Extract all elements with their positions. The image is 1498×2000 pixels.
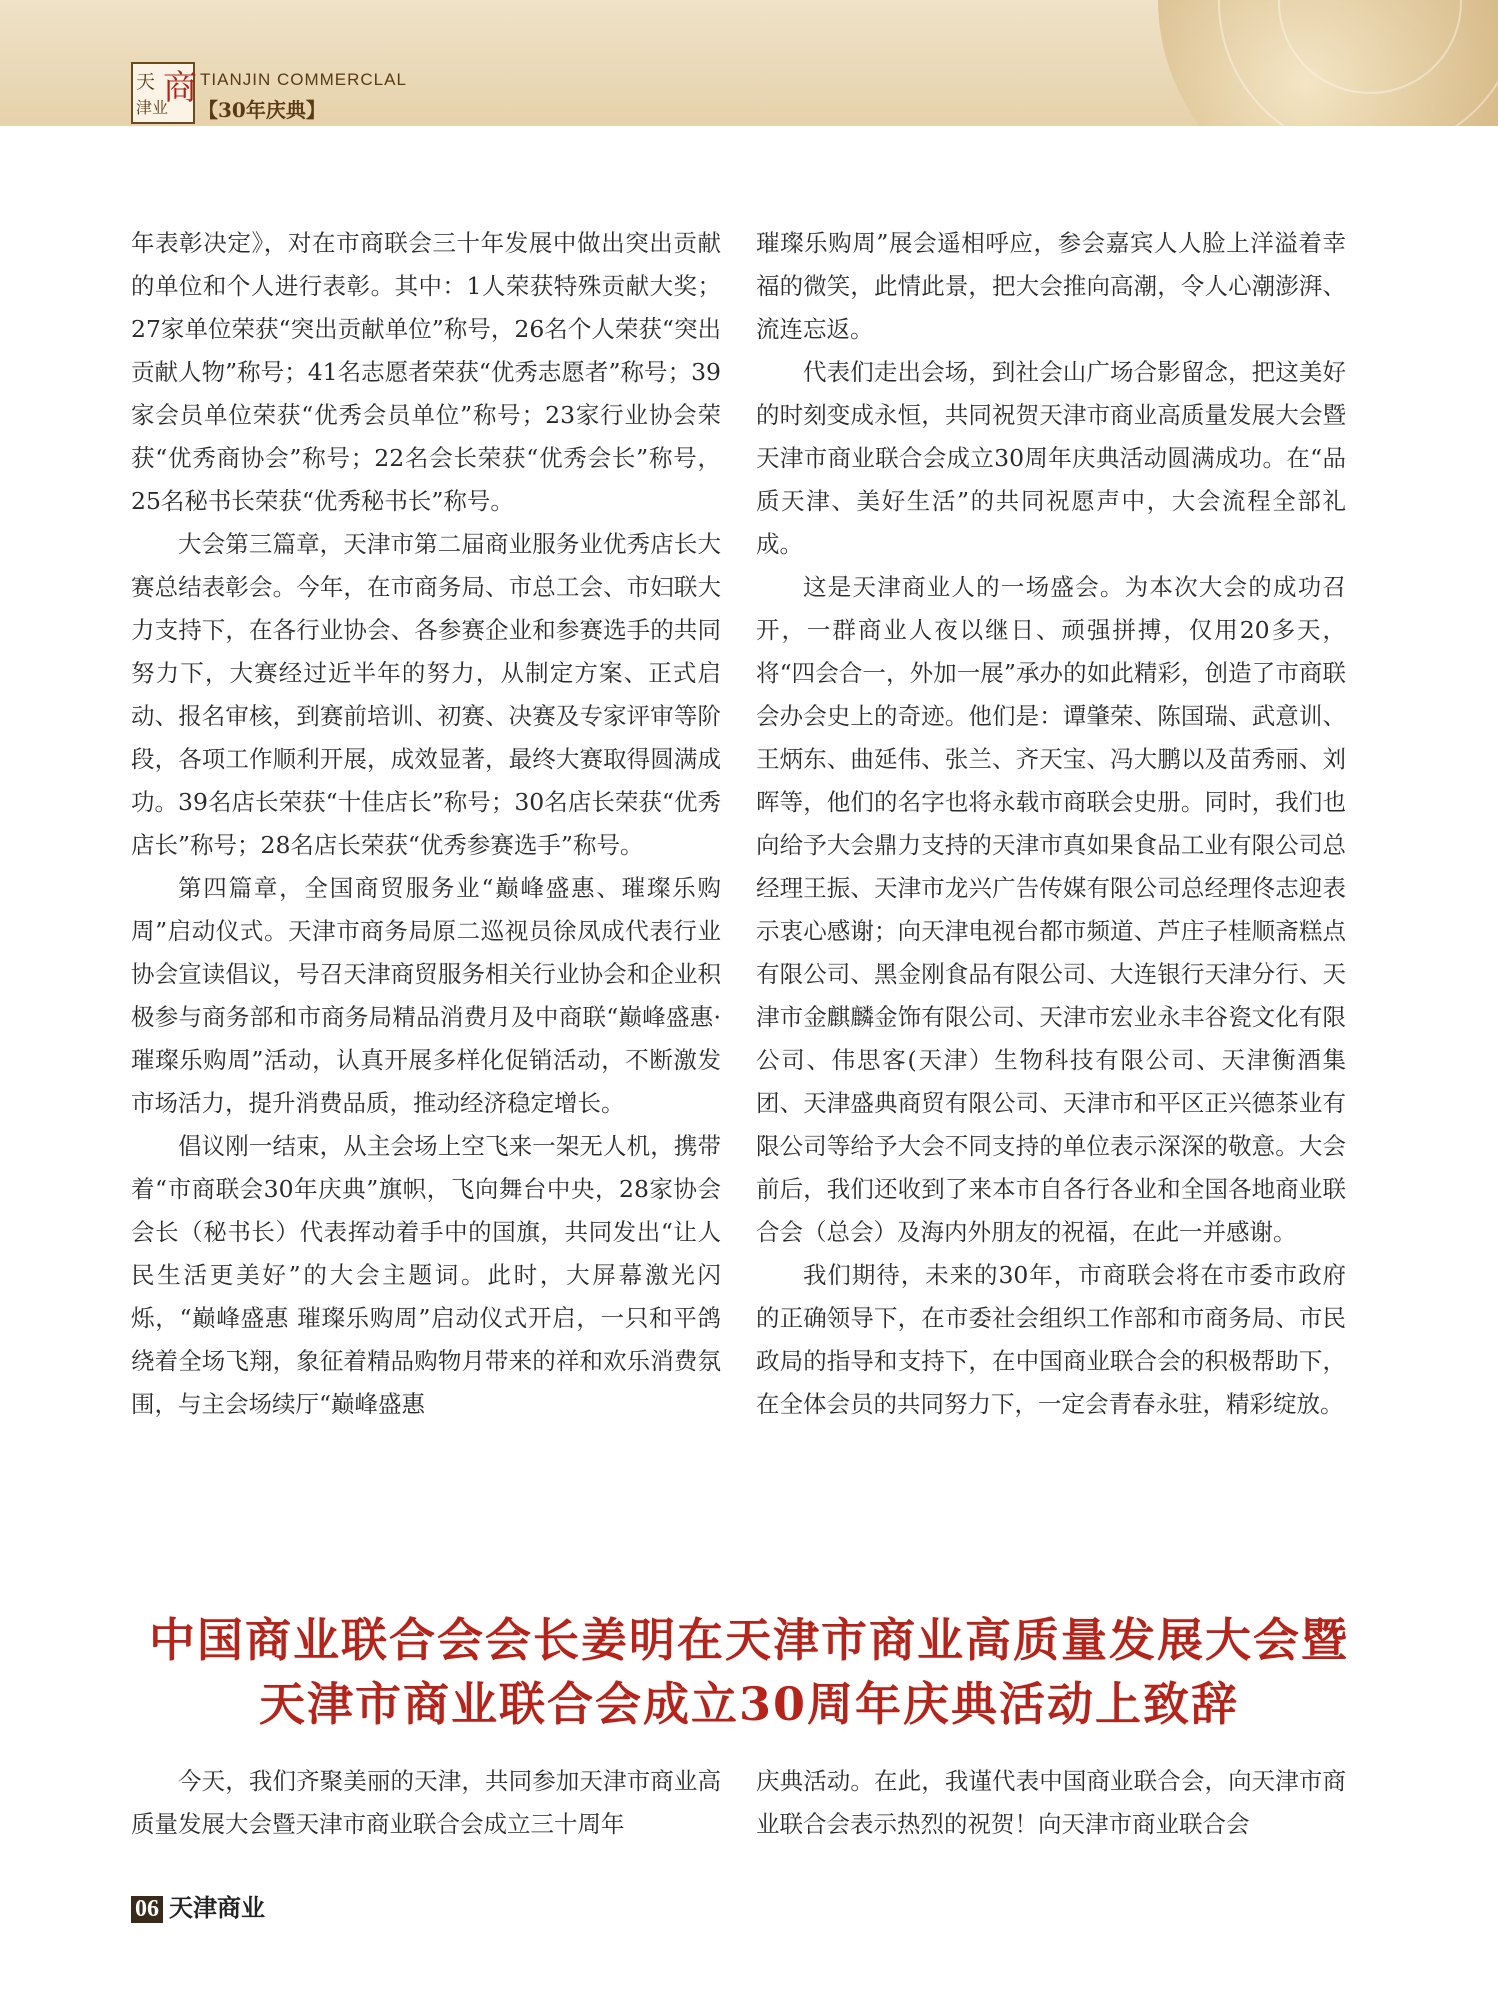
section-title-line-1: 中国商业联合会会长姜明在天津市商业高质量发展大会暨	[149, 1613, 1349, 1667]
speech-right-column	[756, 1760, 1346, 1846]
logo-char-shang: 商	[163, 68, 197, 108]
header-section-label: 【30年庆典】	[198, 98, 326, 122]
logo-chars-jinye: 津业	[136, 98, 169, 117]
right-column	[756, 222, 1346, 1426]
paragraph: 璀璨乐购周”展会遥相呼应，参会嘉宾人人脸上洋溢着幸福的微笑，此情此景，把大会推向高潮，令人心潮澎湃、流连忘返。	[756, 229, 1346, 343]
logo-char-tian: 天	[136, 71, 156, 93]
paragraph: 倡议刚一结束，从主会场上空飞来一架无人机，携带着“市商联会30年庆典”旗帜，飞向舞台中央，28家协会会长（秘书长）代表挥动着手中的国旗，共同发出“让人民生活更美好”的大会主题词。此时，大屏幕激光闪烁，“巅峰盛惠 璀璨乐购周”启动仪式开启，一只和平鸽绕着全场飞翔，象征着精品购物月带来的祥和欢乐消费氛围，与主会场续厅“巅峰盛惠	[131, 1132, 721, 1418]
paragraph: 庆典活动。在此，我谨代表中国商业联合会，向天津市商业联合会表示热烈的祝贺！向天津市商业联合会	[756, 1767, 1346, 1838]
paragraph: 年表彰决定》，对在市商联会三十年发展中做出突出贡献的单位和个人进行表彰。其中：1人荣获特殊贡献大奖；27家单位荣获“突出贡献单位”称号，26名个人荣获“突出贡献人物”称号；41名志愿者荣获“优秀志愿者”称号；39家会员单位荣获“优秀会员单位”称号；23家行业协会荣获“优秀商协会”称号；22名会长荣获“优秀会长”称号，25名秘书长荣获“优秀秘书长”称号。	[131, 229, 721, 515]
page-header	[0, 0, 1498, 126]
paragraph: 大会第三篇章，天津市第二届商业服务业优秀店长大赛总结表彰会。今年，在市商务局、市总工会、市妇联大力支持下，在各行业协会、各参赛企业和参赛选手的共同努力下，大赛经过近半年的努力，从制定方案、正式启动、报名审核，到赛前培训、初赛、决赛及专家评审等阶段，各项工作顺利开展，成效显著，最终大赛取得圆满成功。39名店长荣获“十佳店长”称号；30名店长荣获“优秀店长”称号；28名店长荣获“优秀参赛选手”称号。	[131, 530, 721, 859]
magazine-logo	[131, 62, 195, 124]
paragraph: 第四篇章，全国商贸服务业“巅峰盛惠、璀璨乐购周”启动仪式。天津市商务局原二巡视员徐凤成代表行业协会宣读倡议，号召天津商贸服务相关行业协会和企业积极参与商务部和市商务局精品消费月及中商联“巅峰盛惠·璀璨乐购周”活动，认真开展多样化促销活动，不断激发市场活力，提升消费品质，推动经济稳定增长。	[131, 874, 721, 1117]
paragraph: 代表们走出会场，到社会山广场合影留念，把这美好的时刻变成永恒，共同祝贺天津市商业高质量发展大会暨天津市商业联合会成立30周年庆典活动圆满成功。在“品质天津、美好生活”的共同祝愿声中，大会流程全部礼成。	[756, 358, 1346, 558]
paragraph: 我们期待，未来的30年，市商联会将在市委市政府的正确领导下，在市委社会组织工作部和市商务局、市民政局的指导和支持下，在中国商业联合会的积极帮助下，在全体会员的共同努力下，一定会青春永驻，精彩绽放。	[756, 1261, 1346, 1418]
magazine-name: 天津商业	[169, 1893, 265, 1922]
page-footer	[131, 1888, 265, 1923]
paragraph: 这是天津商业人的一场盛会。为本次大会的成功召开，一群商业人夜以继日、顽强拼搏，仅用20多天，将“四会合一，外加一展”承办的如此精彩，创造了市商联会办会史上的奇迹。他们是：谭肇荣、陈国瑞、武意训、王炳东、曲延伟、张兰、齐天宝、冯大鹏以及苗秀丽、刘晖等，他们的名字也将永载市商联会史册。同时，我们也向给予大会鼎力支持的天津市真如果食品工业有限公司总经理王振、天津市龙兴广告传媒有限公司总经理佟志迎表示衷心感谢；向天津电视台都市频道、芦庄子桂顺斋糕点有限公司、黑金刚食品有限公司、大连银行天津分行、天津市金麒麟金饰有限公司、天津市宏业永丰谷瓷文化有限公司、伟思客(天津）生物科技有限公司、天津衡酒集团、天津盛典商贸有限公司、天津市和平区正兴德茶业有限公司等给予大会不同支持的单位表示深深的敬意。大会前后，我们还收到了来本市自各行各业和全国各地商业联合会（总会）及海内外朋友的祝福，在此一并感谢。	[756, 573, 1346, 1246]
speech-left-column	[131, 1760, 721, 1846]
left-column	[131, 222, 721, 1426]
header-english-title: TIANJIN COMMERCLAL	[200, 70, 407, 89]
section-title-line-2: 天津市商业联合会成立30周年庆典活动上致辞	[258, 1677, 1239, 1731]
page-number: 06	[131, 1896, 163, 1923]
section-title	[100, 1608, 1398, 1736]
globe-decoration	[1158, 0, 1498, 126]
paragraph: 今天，我们齐聚美丽的天津，共同参加天津市商业高质量发展大会暨天津市商业联合会成立三十周年	[131, 1767, 721, 1838]
